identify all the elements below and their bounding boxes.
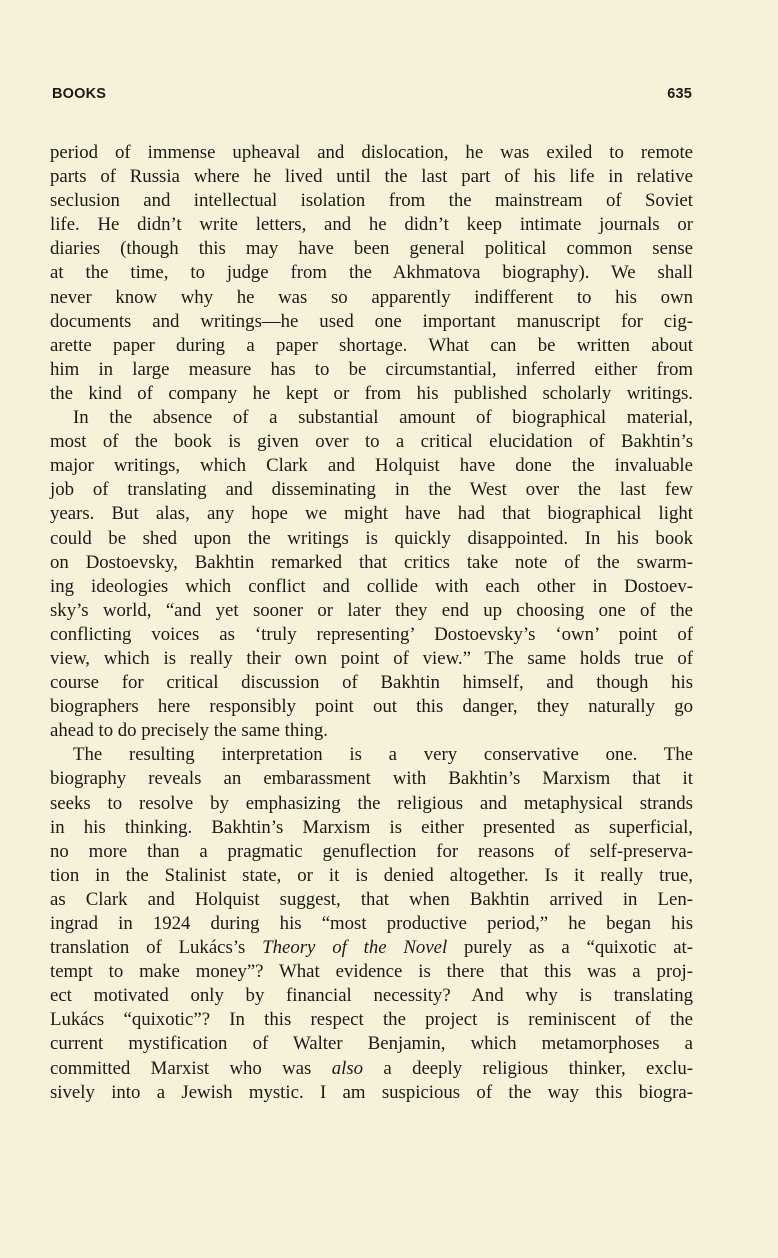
text-line: course for critical discussion of Bakhtin himself, and though his xyxy=(50,672,693,694)
text-line xyxy=(50,1057,693,1081)
text-line: In the absence of a substantial amount of biographical material, xyxy=(73,407,693,429)
text-line: job of translating and disseminating in the West over the last few xyxy=(50,479,693,501)
text-segment: a deeply religious thinker, exclu- xyxy=(363,1057,693,1079)
section-title: BOOKS xyxy=(52,86,107,102)
text-line: biography reveals an embarassment with Bakhtin’s Marxism that it xyxy=(50,768,693,790)
emphasis: also xyxy=(331,1057,364,1079)
text-line: the kind of company he kept or from his published scholarly writings. xyxy=(50,382,693,404)
running-head xyxy=(52,86,692,108)
text-line: Lukács “quixotic”? In this respect the project is reminiscent of the xyxy=(50,1009,693,1031)
text-line: no more than a pragmatic genuflection for reasons of self-preserva- xyxy=(50,840,693,862)
text-line: ingrad in 1924 during his “most productive period,” he began his xyxy=(50,913,693,934)
text-line: tempt to make money”? What evidence is there that this was a proj- xyxy=(50,961,693,983)
book-title: Theory of the Novel xyxy=(262,937,448,959)
text-line: most of the book is given over to a critical elucidation of Bakhtin’s xyxy=(50,431,693,453)
text-line: life. He didn’t write letters, and he didn’t keep intimate journals or xyxy=(50,214,693,236)
text-line: tion in the Stalinist state, or it is denied altogether. Is it really true, xyxy=(50,864,693,886)
text-line: at the time, to judge from the Akhmatova biography). We shall xyxy=(50,262,693,284)
text-line: diaries (though this may have been general political common sense xyxy=(50,238,693,260)
text-line: ing ideologies which conflict and collide with each other in Dostoev- xyxy=(50,575,693,597)
text-line xyxy=(50,936,693,960)
text-line: sky’s world, “and yet sooner or later they end up choosing one of the xyxy=(50,599,693,621)
body-text xyxy=(50,141,693,1105)
text-line: could be shed upon the writings is quickly disappointed. In his book xyxy=(50,527,693,549)
text-line: parts of Russia where he lived until the last part of his life in relative xyxy=(50,166,693,188)
text-line: seeks to resolve by emphasizing the religious and metaphysical strands xyxy=(50,792,693,814)
text-segment: purely as a “quixotic at- xyxy=(447,937,693,959)
text-segment: committed Marxist who was xyxy=(50,1057,332,1079)
text-line: major writings, which Clark and Holquist have done the invaluable xyxy=(50,455,693,477)
page-number: 635 xyxy=(667,86,692,102)
text-line: him in large measure has to be circumstantial, inferred either from xyxy=(50,358,693,380)
text-line: The resulting interpretation is a very conservative one. The xyxy=(73,744,693,766)
text-line: in his thinking. Bakhtin’s Marxism is either presented as superficial, xyxy=(50,816,693,838)
text-line: as Clark and Holquist suggest, that when Bakhtin arrived in Len- xyxy=(50,888,693,910)
text-line: conflicting voices as ‘truly representing’ Dostoevsky’s ‘own’ point of xyxy=(50,623,693,645)
text-line: years. But alas, any hope we might have had that biographical light xyxy=(50,503,693,525)
text-line: arette paper during a paper shortage. What can be written about xyxy=(50,334,693,356)
text-line: sively into a Jewish mystic. I am suspicious of the way this biogra- xyxy=(50,1081,693,1103)
text-line: ect motivated only by financial necessity? And why is translating xyxy=(50,985,693,1007)
text-line: never know why he was so apparently indifferent to his own xyxy=(50,286,693,308)
text-line: on Dostoevsky, Bakhtin remarked that critics take note of the swarm- xyxy=(50,551,693,573)
text-line: biographers here responsibly point out this danger, they naturally go xyxy=(50,696,693,718)
text-line: ahead to do precisely the same thing. xyxy=(50,720,328,742)
text-line: seclusion and intellectual isolation from the mainstream of Soviet xyxy=(50,190,693,212)
text-line: current mystification of Walter Benjamin, which metamorphoses a xyxy=(50,1033,693,1055)
text-line: view, which is really their own point of view.” The same holds true of xyxy=(50,647,693,669)
text-segment: translation of Lukács’s xyxy=(50,937,263,959)
text-line: period of immense upheaval and dislocation, he was exiled to remote xyxy=(50,142,693,163)
text-line: documents and writings—he used one important manuscript for cig- xyxy=(50,310,693,332)
